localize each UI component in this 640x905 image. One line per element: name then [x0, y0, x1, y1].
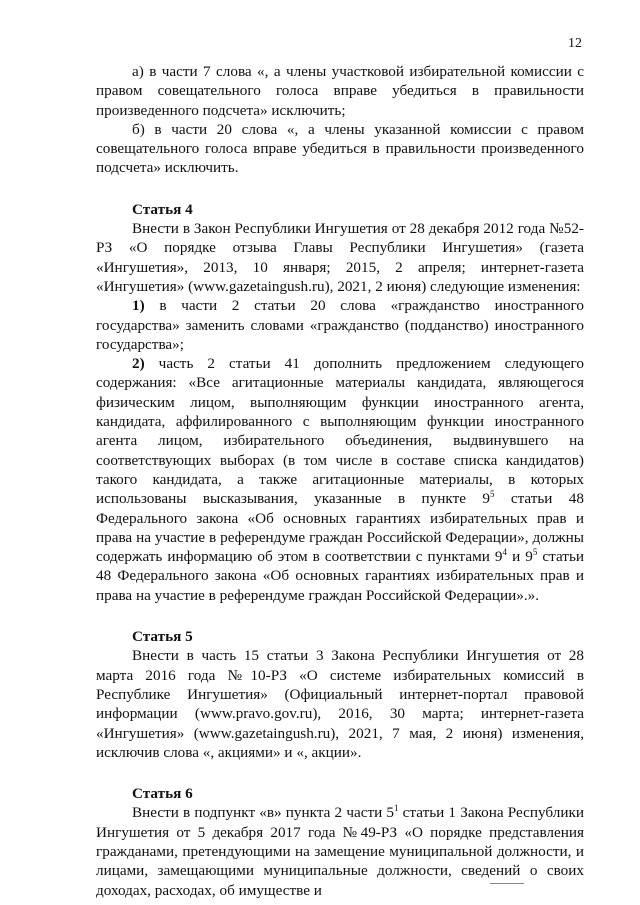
- article-4-intro: Внести в Закон Республики Ингушетия от 28 декабря 2012 года №52-РЗ «О порядке отзыва Главы Республики Ингушетия» (газета «Ингушетия», 2013, 10 января; 2015, 2 апреля; интернет-газета «Ингушетия» (www.gazetaingush.ru), 2021, 2 июня) следующие изменения:: [96, 220, 584, 295]
- article-5-text: Внести в часть 15 статьи 3 Закона Республики Ингушетия от 28 марта 2016 года №10-РЗ «О системе избирательных комиссий в Республике Ингушетия» (Официальный интернет-портал правовой информации (www.pravo.gov.ru), 2016, 30 марта; интернет-газета «Ингушетия» (www.gazetaingush.ru), 2021, 7 мая, 2 июня) изменения, исключив слова «, акциями» и «, акции».: [96, 647, 584, 761]
- scan-mark: [490, 883, 524, 884]
- page-number: 12: [568, 36, 582, 51]
- superscript-5: 5: [489, 489, 495, 500]
- article-4-item-1: [96, 296, 584, 354]
- document-body: [96, 62, 584, 900]
- item-2-text-d: статьи 48 Федерального закона «Об основных гарантиях избирательных прав и права на участие в референдуме граждан Российской Федерации».».: [96, 548, 584, 604]
- article-6-text-a: Внести в подпункт «в» пункта 2 части 5: [132, 804, 394, 822]
- item-1-number: 1): [132, 297, 145, 315]
- item-2-number: 2): [132, 355, 145, 373]
- paragraph-a: а) в части 7 слова «, а члены участковой избирательной комиссии с правом совещательного голоса вправе убедиться в правильности произведенного подсчета» исключить;: [96, 63, 584, 119]
- article-4-heading: Статья 4: [132, 200, 193, 218]
- item-2-text-b: статьи 48 Федерального закона «Об основных гарантиях избирательных прав и права на участие в референдуме граждан Российской Федерации», должны содержать информацию об этом в соответствии с пунктами 9: [96, 490, 584, 566]
- article-6-text: [96, 803, 584, 899]
- superscript-1: 1: [393, 803, 399, 814]
- article-6-text-b: статьи 1 Закона Республики Ингушетия от 5 декабря 2017 года №49-РЗ «О порядке представления гражданами, претендующими на замещение муниципальной должности, и лицами, замещающими муниципальные должности, сведений о своих доходах, расходах, об имуществе и: [96, 804, 584, 899]
- item-2-text-a: часть 2 статьи 41 дополнить предложением следующего содержания: «Все агитационные материалы кандидата, являющегося физическим лицом, выполняющим функции иностранного агента, кандидата, аффилированного с выполняющим функции иностранного агента лицом, избирательного объединения, выдвинувшего на соответствующих выборах (в том числе в составе списка кандидатов) такого кандидата, а также агитационные материалы, в которых использованы высказывания, указанные в пункте 9: [96, 355, 584, 508]
- item-2-text-c: и 9: [507, 548, 533, 566]
- article-5-heading: Статья 5: [132, 628, 193, 646]
- superscript-4: 4: [502, 547, 508, 558]
- article-6-heading: Статья 6: [132, 785, 193, 803]
- article-4-item-2: [96, 354, 584, 605]
- paragraph-b: б) в части 20 слова «, а члены указанной комиссии с правом совещательного голоса вправе убедиться в правильности произведенного подсчета» исключить.: [96, 120, 584, 177]
- item-1-text: в части 2 статьи 20 слова «гражданство иностранного государства» заменить словами «гражданство (подданство) иностранного государства»;: [96, 297, 584, 353]
- superscript-5b: 5: [532, 547, 538, 558]
